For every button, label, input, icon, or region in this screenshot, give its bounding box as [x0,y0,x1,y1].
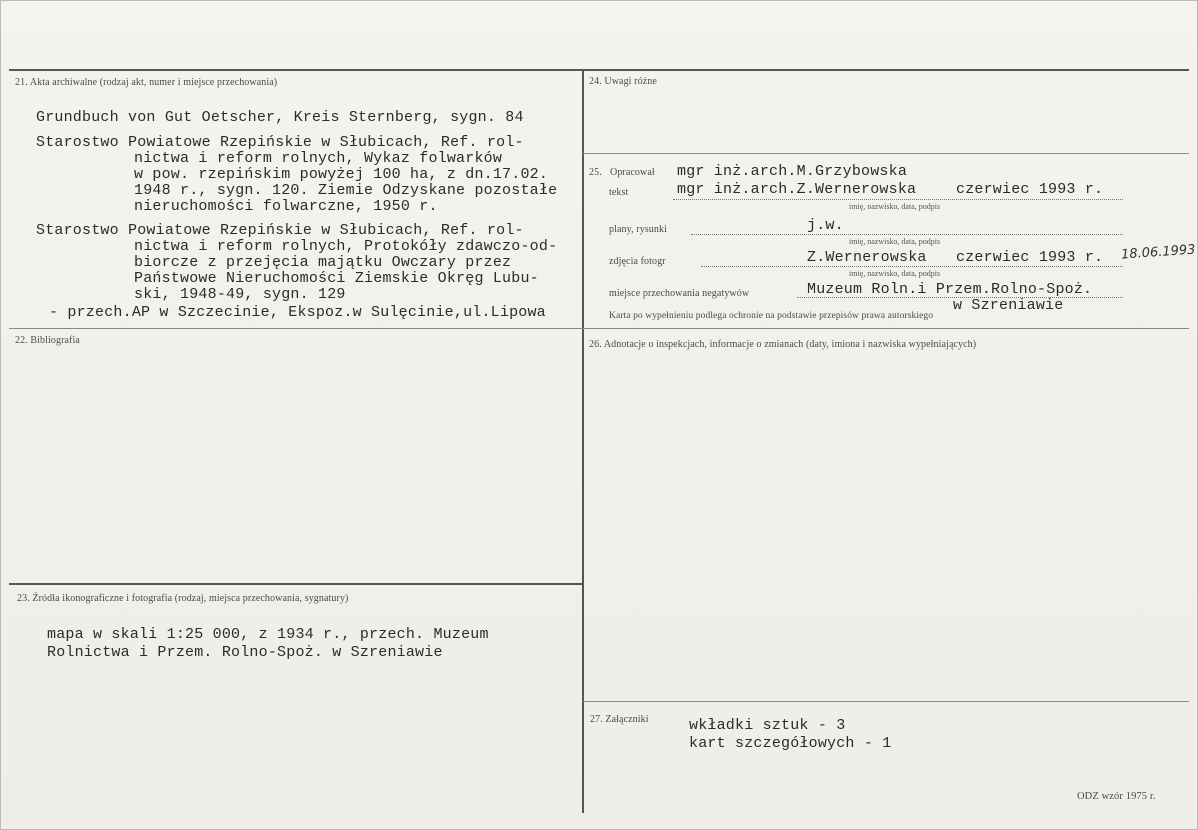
section-27-label: 27. Załączniki [590,714,649,725]
tekst-author-2: mgr inż.arch.Z.Wernerowska [677,181,917,198]
archive-line-3: nictwa i reform rolnych, Wykaz folwarków [134,150,503,167]
tekst-label: tekst [609,187,629,198]
archive-line-7: Starostwo Powiatowe Rzepińskie w Słubicach, Ref. rol- [36,222,524,239]
archive-line-2: Starostwo Powiatowe Rzepińskie w Słubicach, Ref. rol- [36,134,524,151]
tekst-signature-line [673,199,1123,200]
top-rule [9,69,1189,71]
archive-line-11: ski, 1948-49, sygn. 129 [134,286,346,303]
tekst-caption: imię, nazwisko, data, podpis [849,202,941,211]
archive-line-4: w pow. rzepińskim powyżej 100 ha, z dn.17.02. [134,166,549,183]
section-24-label: 24. Uwagi różne [589,76,657,87]
archive-line-12: - przech.AP w Szczecinie, Ekspoz.w Sulęcinie,ul.Lipowa [49,304,546,321]
miejsce-value-1: Muzeum Roln.i Przem.Rolno-Spoż. [807,281,1093,298]
iconography-line-2: Rolnictwa i Przem. Rolno-Spoż. w Szreniawie [47,644,443,661]
section-26-label: 26. Adnotacje o inspekcjach, informacje o zmianach (daty, imiona i nazwiska wypełniających) [589,339,977,350]
archive-line-9: biorcze z przejęcia majątku Owczary przez [134,254,512,271]
attachments-line-1: wkładki sztuk - 3 [689,717,846,734]
plany-value: j.w. [807,217,844,234]
rule-21-22 [9,328,583,329]
zdjecia-signature-line [701,266,1123,267]
archive-line-8: nictwa i reform rolnych, Protokóły zdawczo-od- [134,238,558,255]
zdjecia-label: zdjęcia fotogr [609,256,666,267]
plany-caption: imię, nazwisko, data, podpis [849,237,941,246]
section-25-number: 25. [589,167,602,178]
archive-line-10: Państwowe Nieruchomości Ziemskie Okręg Lubu- [134,270,539,287]
rule-24-25 [583,153,1189,154]
miejsce-label: miejsce przechowania negatywów [609,288,750,299]
archive-line-6: nieruchomości folwarczne, 1950 r. [134,198,438,215]
section-21-label: 21. Akta archiwalne (rodzaj akt, numer i miejsce przechowania) [15,77,278,88]
zdjecia-date: czerwiec 1993 r. [956,249,1104,266]
section-22-label: 22. Bibliografia [15,335,80,346]
iconography-line-1: mapa w skali 1:25 000, z 1934 r., przech. Muzeum [47,626,489,643]
opracowal-label: Opracował [610,167,655,178]
protection-note: Karta po wypełnieniu podlega ochronie na podstawie przepisów prawa autorskiego [609,311,934,321]
tekst-author-1: mgr inż.arch.M.Grzybowska [677,163,908,180]
zdjecia-handwritten-date: 18.06.1993 [1120,242,1196,263]
form-code: ODZ wzór 1975 r. [1077,791,1156,802]
rule-22-23 [9,583,583,585]
zdjecia-author: Z.Wernerowska [807,249,927,266]
attachments-line-2: kart szczegółowych - 1 [689,735,892,752]
plany-signature-line [691,234,1123,235]
archive-line-1: Grundbuch von Gut Oetscher, Kreis Sternberg, sygn. 84 [36,109,524,126]
tekst-date: czerwiec 1993 r. [956,181,1104,198]
zdjecia-caption: imię, nazwisko, data, podpis [849,269,941,278]
miejsce-line [797,297,1123,298]
archive-line-5: 1948 r., sygn. 120. Ziemie Odzyskane pozostałe [134,182,558,199]
rule-26-27 [583,701,1189,702]
plany-label: plany, rysunki [609,224,667,235]
section-23-label: 23. Źródła ikonograficzne i fotografia (rodzaj, miejsca przechowania, sygnatury) [17,593,349,604]
rule-25-26 [583,328,1189,329]
miejsce-value-2: w Szreniawie [953,297,1064,314]
